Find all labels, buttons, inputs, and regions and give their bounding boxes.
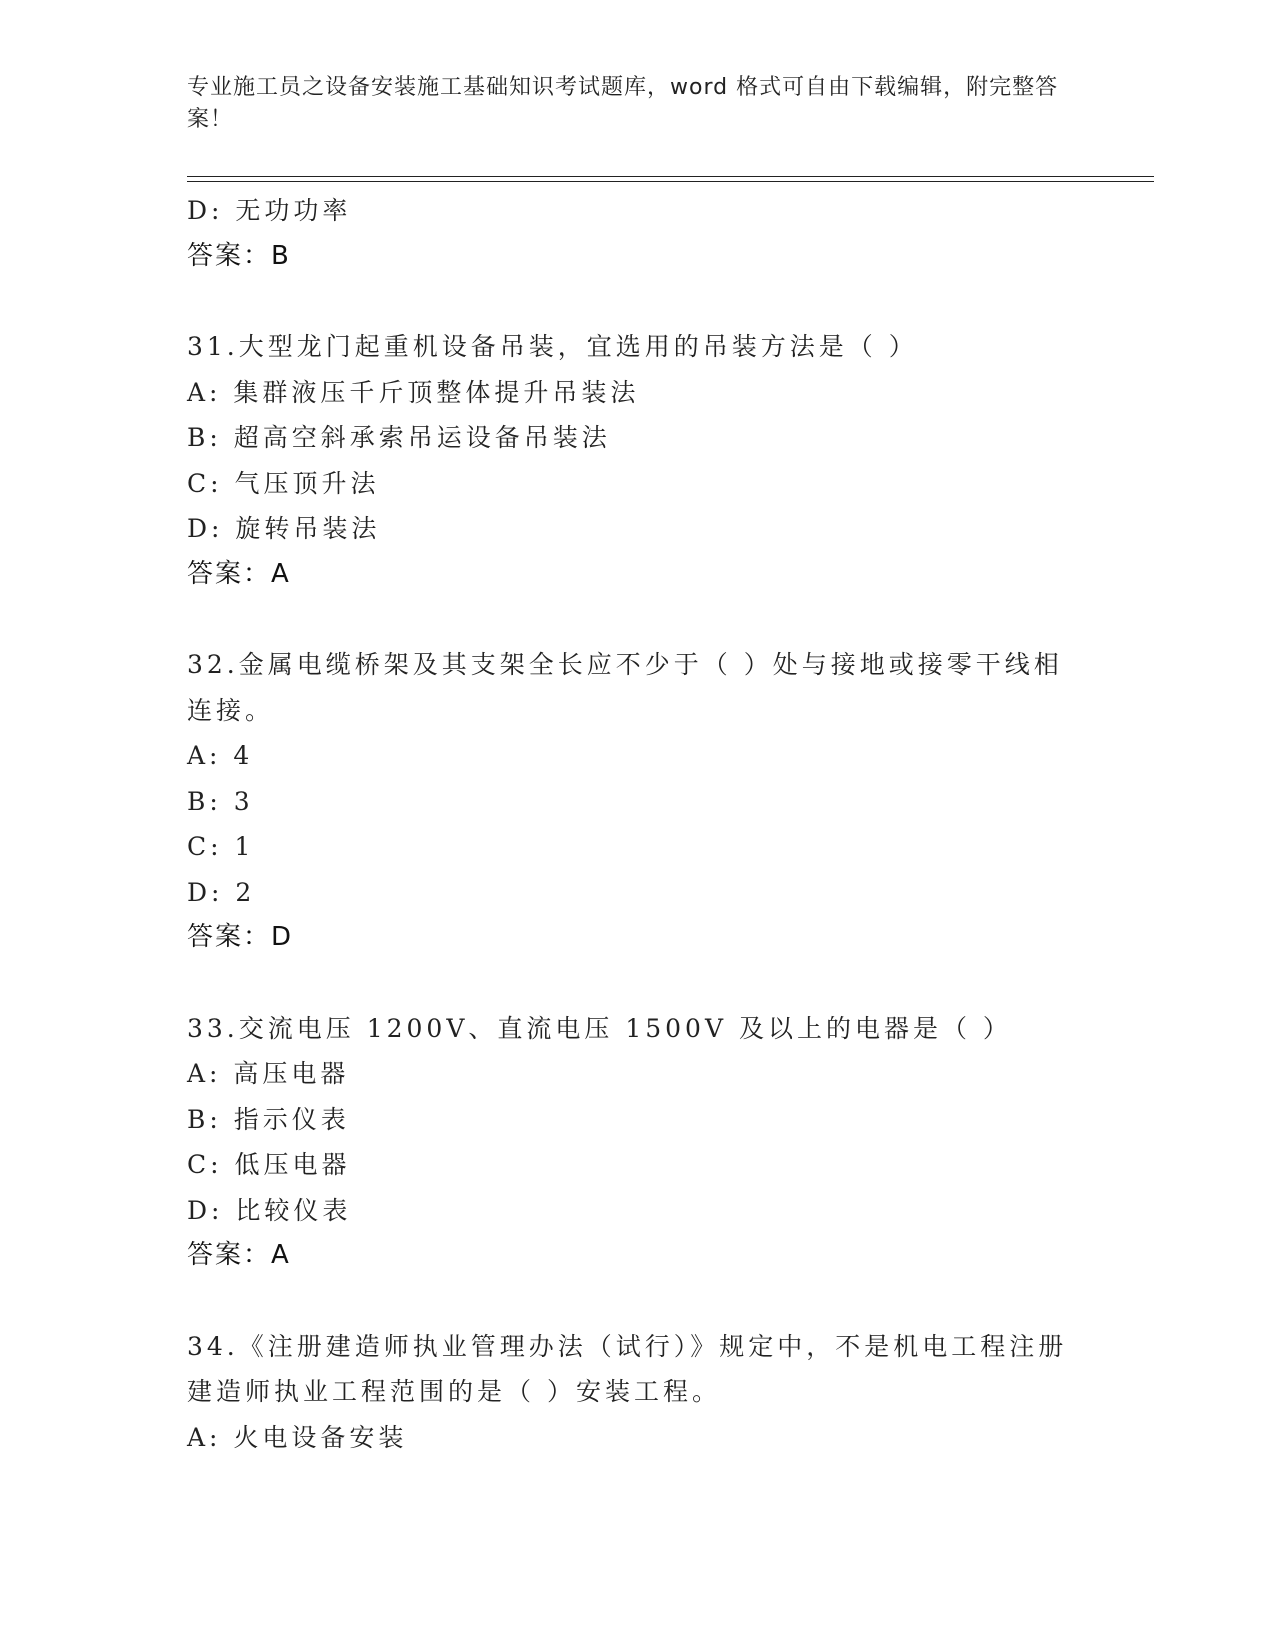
question-33 xyxy=(187,1006,1087,1279)
question-stem: 34.《注册建造师执业管理办法（试行）》规定中，不是机电工程注册建造师执业工程范围的是（ ）安装工程。 xyxy=(187,1331,1068,1406)
option-b: B: 3 xyxy=(187,786,254,816)
answer: 答案：A xyxy=(187,558,291,589)
option-d: D: 旋转吊装法 xyxy=(187,514,381,543)
option-a: A: 高压电器 xyxy=(187,1059,350,1088)
answer: 答案：B xyxy=(187,240,291,271)
option-b: B: 超高空斜承索吊运设备吊装法 xyxy=(187,423,611,452)
answer: 答案：A xyxy=(187,1240,291,1270)
question-34 xyxy=(187,1324,1087,1461)
option-a: A: 集群液压千斤顶整体提升吊装法 xyxy=(187,377,640,407)
question-list xyxy=(187,188,1087,1460)
option-d: D: 2 xyxy=(187,877,256,907)
option-d: D: 比较仪表 xyxy=(187,1195,352,1225)
answer: 答案：D xyxy=(187,922,294,952)
question-fragment xyxy=(187,188,1087,279)
option-d: D: 无功功率 xyxy=(187,196,352,225)
spacer xyxy=(187,597,1087,642)
question-31 xyxy=(187,324,1087,597)
option-c: C: 低压电器 xyxy=(187,1150,351,1179)
spacer xyxy=(187,961,1087,1006)
header-rule-bottom xyxy=(187,181,1154,182)
option-b: B: 指示仪表 xyxy=(187,1104,350,1134)
header-rule-top xyxy=(187,176,1154,177)
spacer xyxy=(187,1279,1087,1324)
question-32 xyxy=(187,642,1087,961)
question-stem: 32.金属电缆桥架及其支架全长应不少于（ ）处与接地或接零干线相连接。 xyxy=(187,650,1063,725)
question-stem: 33.交流电压 1200V、直流电压 1500V 及以上的电器是（ ） xyxy=(187,1013,1012,1043)
option-c: C: 气压顶升法 xyxy=(187,468,380,498)
option-c: C: 1 xyxy=(187,832,255,861)
document-header: 专业施工员之设备安装施工基础知识考试题库，word 格式可自由下载编辑，附完整答案！ xyxy=(187,75,1059,132)
option-a: A: 4 xyxy=(187,741,254,770)
option-a: A: 火电设备安装 xyxy=(187,1422,408,1452)
spacer xyxy=(187,279,1087,324)
question-stem: 31.大型龙门起重机设备吊装，宜选用的吊装方法是（ ） xyxy=(187,332,918,361)
